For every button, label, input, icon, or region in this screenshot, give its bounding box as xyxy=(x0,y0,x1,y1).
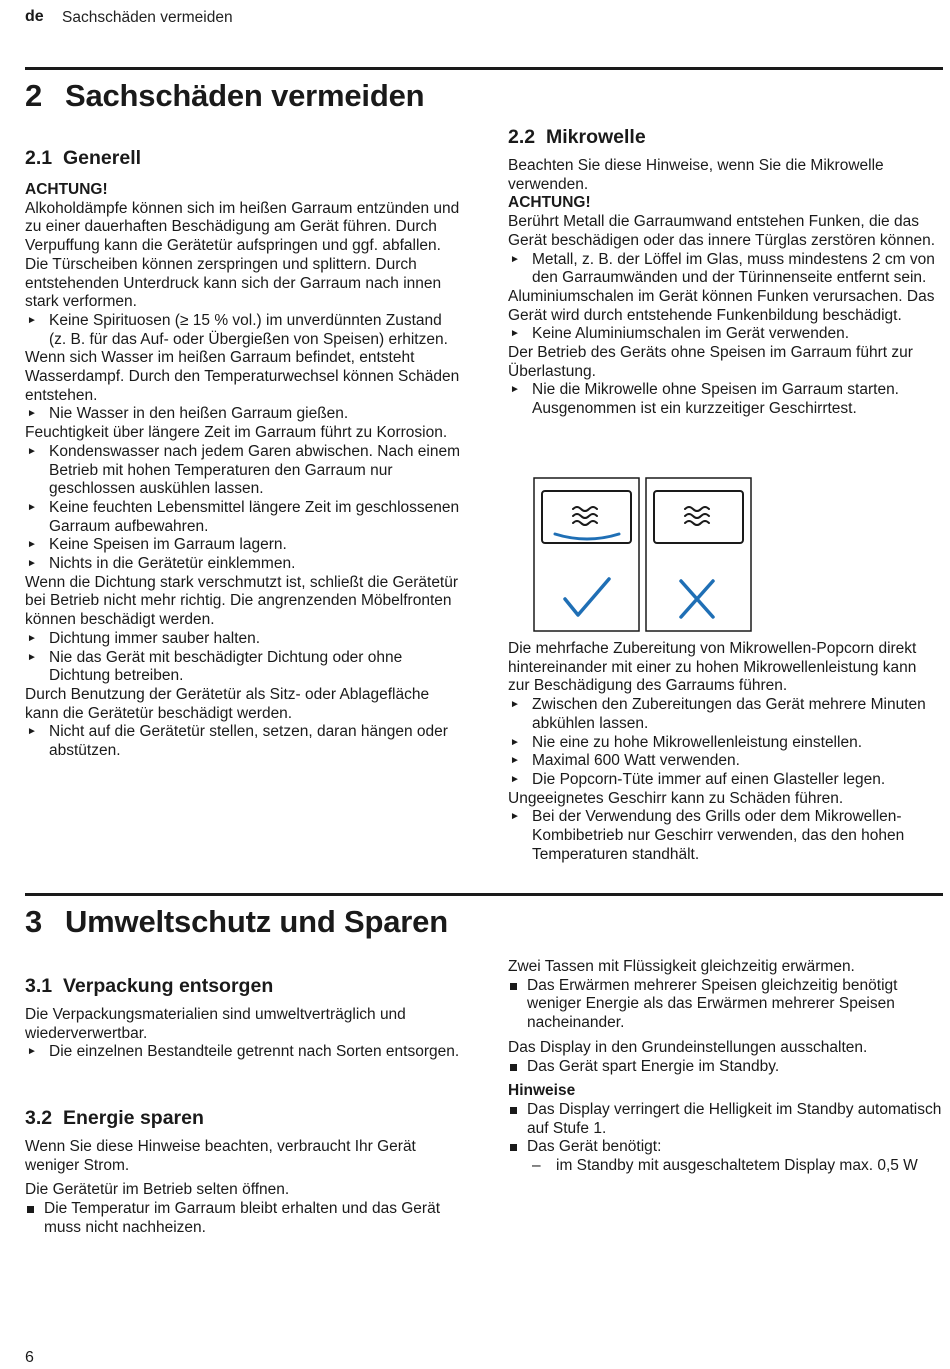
dash-bullet-icon: – xyxy=(532,1157,541,1175)
section-2-2-body-bottom xyxy=(508,640,942,864)
paragraph: Der Betrieb des Geräts ohne Speisen im Garraum führt zur Überlastung. xyxy=(508,344,913,380)
paragraph: Wenn sich Wasser im heißen Garraum befindet, entsteht Wasserdampf. Durch den Temperaturwechsel können Schäden entstehen. xyxy=(25,349,460,404)
paragraph: Das Display in den Grundeinstellungen ausschalten. xyxy=(508,1038,868,1056)
triangle-bullet-icon: ► xyxy=(510,384,520,396)
result-item: Das Gerät spart Energie im Standby. xyxy=(508,1058,942,1077)
bullet-item: ► Nie die Mikrowelle ohne Speisen im Garraum starten. Ausgenommen ist ein kurzzeitiger Geschirrtest. xyxy=(510,381,899,418)
paragraph: Alkoholdämpfe können sich im heißen Garraum entzünden und zu einer dauerhaften Beschädigung am Gerät führen. Durch Verpuffung kann die Gerätetür aufspringen und ggf. abfallen. Die Türscheiben können zerspringen und splittern. Durch entstehenden Unterdruck kann sich der Garraum nach innen stark verformen. xyxy=(25,199,460,311)
triangle-bullet-icon: ► xyxy=(510,773,520,785)
notes-heading: Hinweise xyxy=(508,1082,576,1100)
section-2-2-body-top xyxy=(508,157,942,419)
running-header-title: Sachschäden vermeiden xyxy=(62,9,233,26)
bullet-item: ► Bei der Verwendung des Grills oder dem Mikrowellen-Kombibetrieb nur Geschirr verwenden, das den hohen Temperaturen standhält. xyxy=(510,808,905,863)
section-rule xyxy=(25,893,943,896)
result-item: Das Erwärmen mehrerer Speisen gleichzeitig benötigt weniger Energie als das Erwärmen mehrerer Speisen nacheinander. xyxy=(508,977,942,1033)
paragraph: Zwei Tassen mit Flüssigkeit gleichzeitig erwärmen. xyxy=(508,958,855,975)
triangle-bullet-icon: ► xyxy=(27,1046,37,1058)
triangle-bullet-icon: ► xyxy=(27,558,37,570)
language-code: de xyxy=(25,8,44,25)
subsection-2-2-heading: 2.2 Mikrowelle xyxy=(508,126,646,148)
bullet-item: ► Nicht auf die Gerätetür stellen, setzen, daran hängen oder abstützen. xyxy=(27,723,448,760)
triangle-bullet-icon: ► xyxy=(27,539,37,551)
triangle-bullet-icon: ► xyxy=(27,445,37,457)
microwave-load-illustration xyxy=(533,477,755,632)
note-item: Das Gerät benötigt: xyxy=(508,1138,942,1157)
paragraph: Wenn die Dichtung stark verschmutzt ist, schließt die Gerätetür bei Betrieb nicht mehr richtig. Die angrenzenden Möbelfronten können beschädigt werden. xyxy=(25,573,459,629)
bullet-item: ► Keine feuchten Lebensmittel längere Zeit im geschlossenen Garraum aufbewahren. xyxy=(27,498,460,535)
bullet-item: ► Dichtung immer sauber halten. xyxy=(27,629,261,647)
paragraph: Die mehrfache Zubereitung von Mikrowellen-Popcorn direkt hintereinander mit einer zu hohen Mikrowellenleistung kann zur Beschädigung des Garraums führen. xyxy=(508,640,917,695)
triangle-bullet-icon: ► xyxy=(27,501,37,513)
bullet-item: ► Nie eine zu hohe Mikrowellenleistung einstellen. xyxy=(510,733,862,751)
bullet-item: ► Die Popcorn-Tüte immer auf einen Glasteller legen. xyxy=(510,770,886,788)
triangle-bullet-icon: ► xyxy=(27,632,37,644)
bullet-item: ► Nichts in die Gerätetür einklemmen. xyxy=(27,555,296,573)
section-rule xyxy=(25,67,943,70)
section-2-1-body xyxy=(25,181,461,761)
subsection-3-1-heading: 3.1 Verpackung entsorgen xyxy=(25,975,274,997)
triangle-bullet-icon: ► xyxy=(510,328,520,340)
triangle-bullet-icon: ► xyxy=(27,408,37,420)
note-item: Das Display verringert die Helligkeit im Standby automatisch auf Stufe 1. xyxy=(508,1101,942,1138)
dash-item: – im Standby mit ausgeschaltetem Display max. 0,5 W xyxy=(532,1157,918,1175)
warning-label: ACHTUNG! xyxy=(25,181,108,198)
section-3-1-body xyxy=(25,1006,461,1062)
bullet-item: ► Metall, z. B. der Löffel im Glas, muss mindestens 2 cm von den Garraumwänden und der Türinnenseite entfernt sein. xyxy=(510,250,935,287)
bullet-item: ► Keine Spirituosen (≥ 15 % vol.) im unverdünnten Zustand (z. B. für das Auf- oder Übergießen von Speisen) erhitzen. xyxy=(27,311,448,348)
triangle-bullet-icon: ► xyxy=(510,736,520,748)
bullet-item: ► Zwischen den Zubereitungen das Gerät mehrere Minuten abkühlen lassen. xyxy=(510,696,926,732)
square-bullet-icon xyxy=(510,1144,517,1151)
panel-wrong xyxy=(646,478,751,631)
subsection-3-2-heading: 3.2 Energie sparen xyxy=(25,1107,204,1129)
triangle-bullet-icon: ► xyxy=(510,811,520,823)
bullet-item: ► Nie das Gerät mit beschädigter Dichtung oder ohne Dichtung betreiben. xyxy=(27,648,403,685)
subsection-2-1-heading: 2.1 Generell xyxy=(25,147,142,169)
paragraph: Wenn Sie diese Hinweise beachten, verbraucht Ihr Gerät weniger Strom. xyxy=(25,1138,416,1174)
panel-correct xyxy=(534,478,639,631)
paragraph: Feuchtigkeit über längere Zeit im Garraum führt zu Korrosion. xyxy=(25,424,448,442)
bullet-item: ► Kondenswasser nach jedem Garen abwischen. Nach einem Betrieb mit hohen Temperaturen den Garraum nur geschlossen auskühlen lassen. xyxy=(27,442,460,498)
section-3-heading: 3 Umweltschutz und Sparen xyxy=(25,904,448,939)
paragraph: Berührt Metall die Garraumwand entstehen Funken, die das Gerät beschädigen oder das innere Türglas zerstören können. xyxy=(508,213,936,249)
page-number: 6 xyxy=(25,1349,34,1366)
square-bullet-icon xyxy=(510,983,517,990)
section-3-2-body-left xyxy=(25,1138,461,1238)
result-item: Die Temperatur im Garraum bleibt erhalten und das Gerät muss nicht nachheizen. xyxy=(25,1200,461,1237)
triangle-bullet-icon: ► xyxy=(27,726,37,738)
paragraph: Die Gerätetür im Betrieb selten öffnen. xyxy=(25,1181,290,1199)
bullet-item: ► Maximal 600 Watt verwenden. xyxy=(510,752,740,770)
bullet-item: ► Nie Wasser in den heißen Garraum gießen. xyxy=(27,405,349,423)
paragraph: Beachten Sie diese Hinweise, wenn Sie die Mikrowelle verwenden. xyxy=(508,157,884,193)
triangle-bullet-icon: ► xyxy=(510,755,520,767)
bullet-item: ► Die einzelnen Bestandteile getrennt nach Sorten entsorgen. xyxy=(27,1043,460,1061)
bullet-item: ► Keine Speisen im Garraum lagern. xyxy=(27,536,287,554)
bullet-item: ► Keine Aluminiumschalen im Gerät verwenden. xyxy=(510,325,850,343)
triangle-bullet-icon: ► xyxy=(510,699,520,711)
paragraph: Ungeeignetes Geschirr kann zu Schäden führen. xyxy=(508,789,844,807)
square-bullet-icon xyxy=(510,1107,517,1114)
section-2-heading: 2 Sachschäden vermeiden xyxy=(25,78,425,113)
triangle-bullet-icon: ► xyxy=(510,253,520,265)
square-bullet-icon xyxy=(510,1064,517,1071)
paragraph: Aluminiumschalen im Gerät können Funken verursachen. Das Gerät wird durch entstehende Funkenbildung beschädigt. xyxy=(508,287,935,324)
triangle-bullet-icon: ► xyxy=(27,651,37,663)
paragraph: Die Verpackungsmaterialien sind umweltverträglich und wiederverwertbar. xyxy=(25,1006,406,1042)
triangle-bullet-icon: ► xyxy=(27,314,37,326)
square-bullet-icon xyxy=(27,1206,34,1213)
warning-label: ACHTUNG! xyxy=(508,194,591,212)
section-3-2-body-right xyxy=(508,958,942,1176)
paragraph: Durch Benutzung der Gerätetür als Sitz- oder Ablagefläche kann die Gerätetür beschädigt werden. xyxy=(25,685,430,722)
